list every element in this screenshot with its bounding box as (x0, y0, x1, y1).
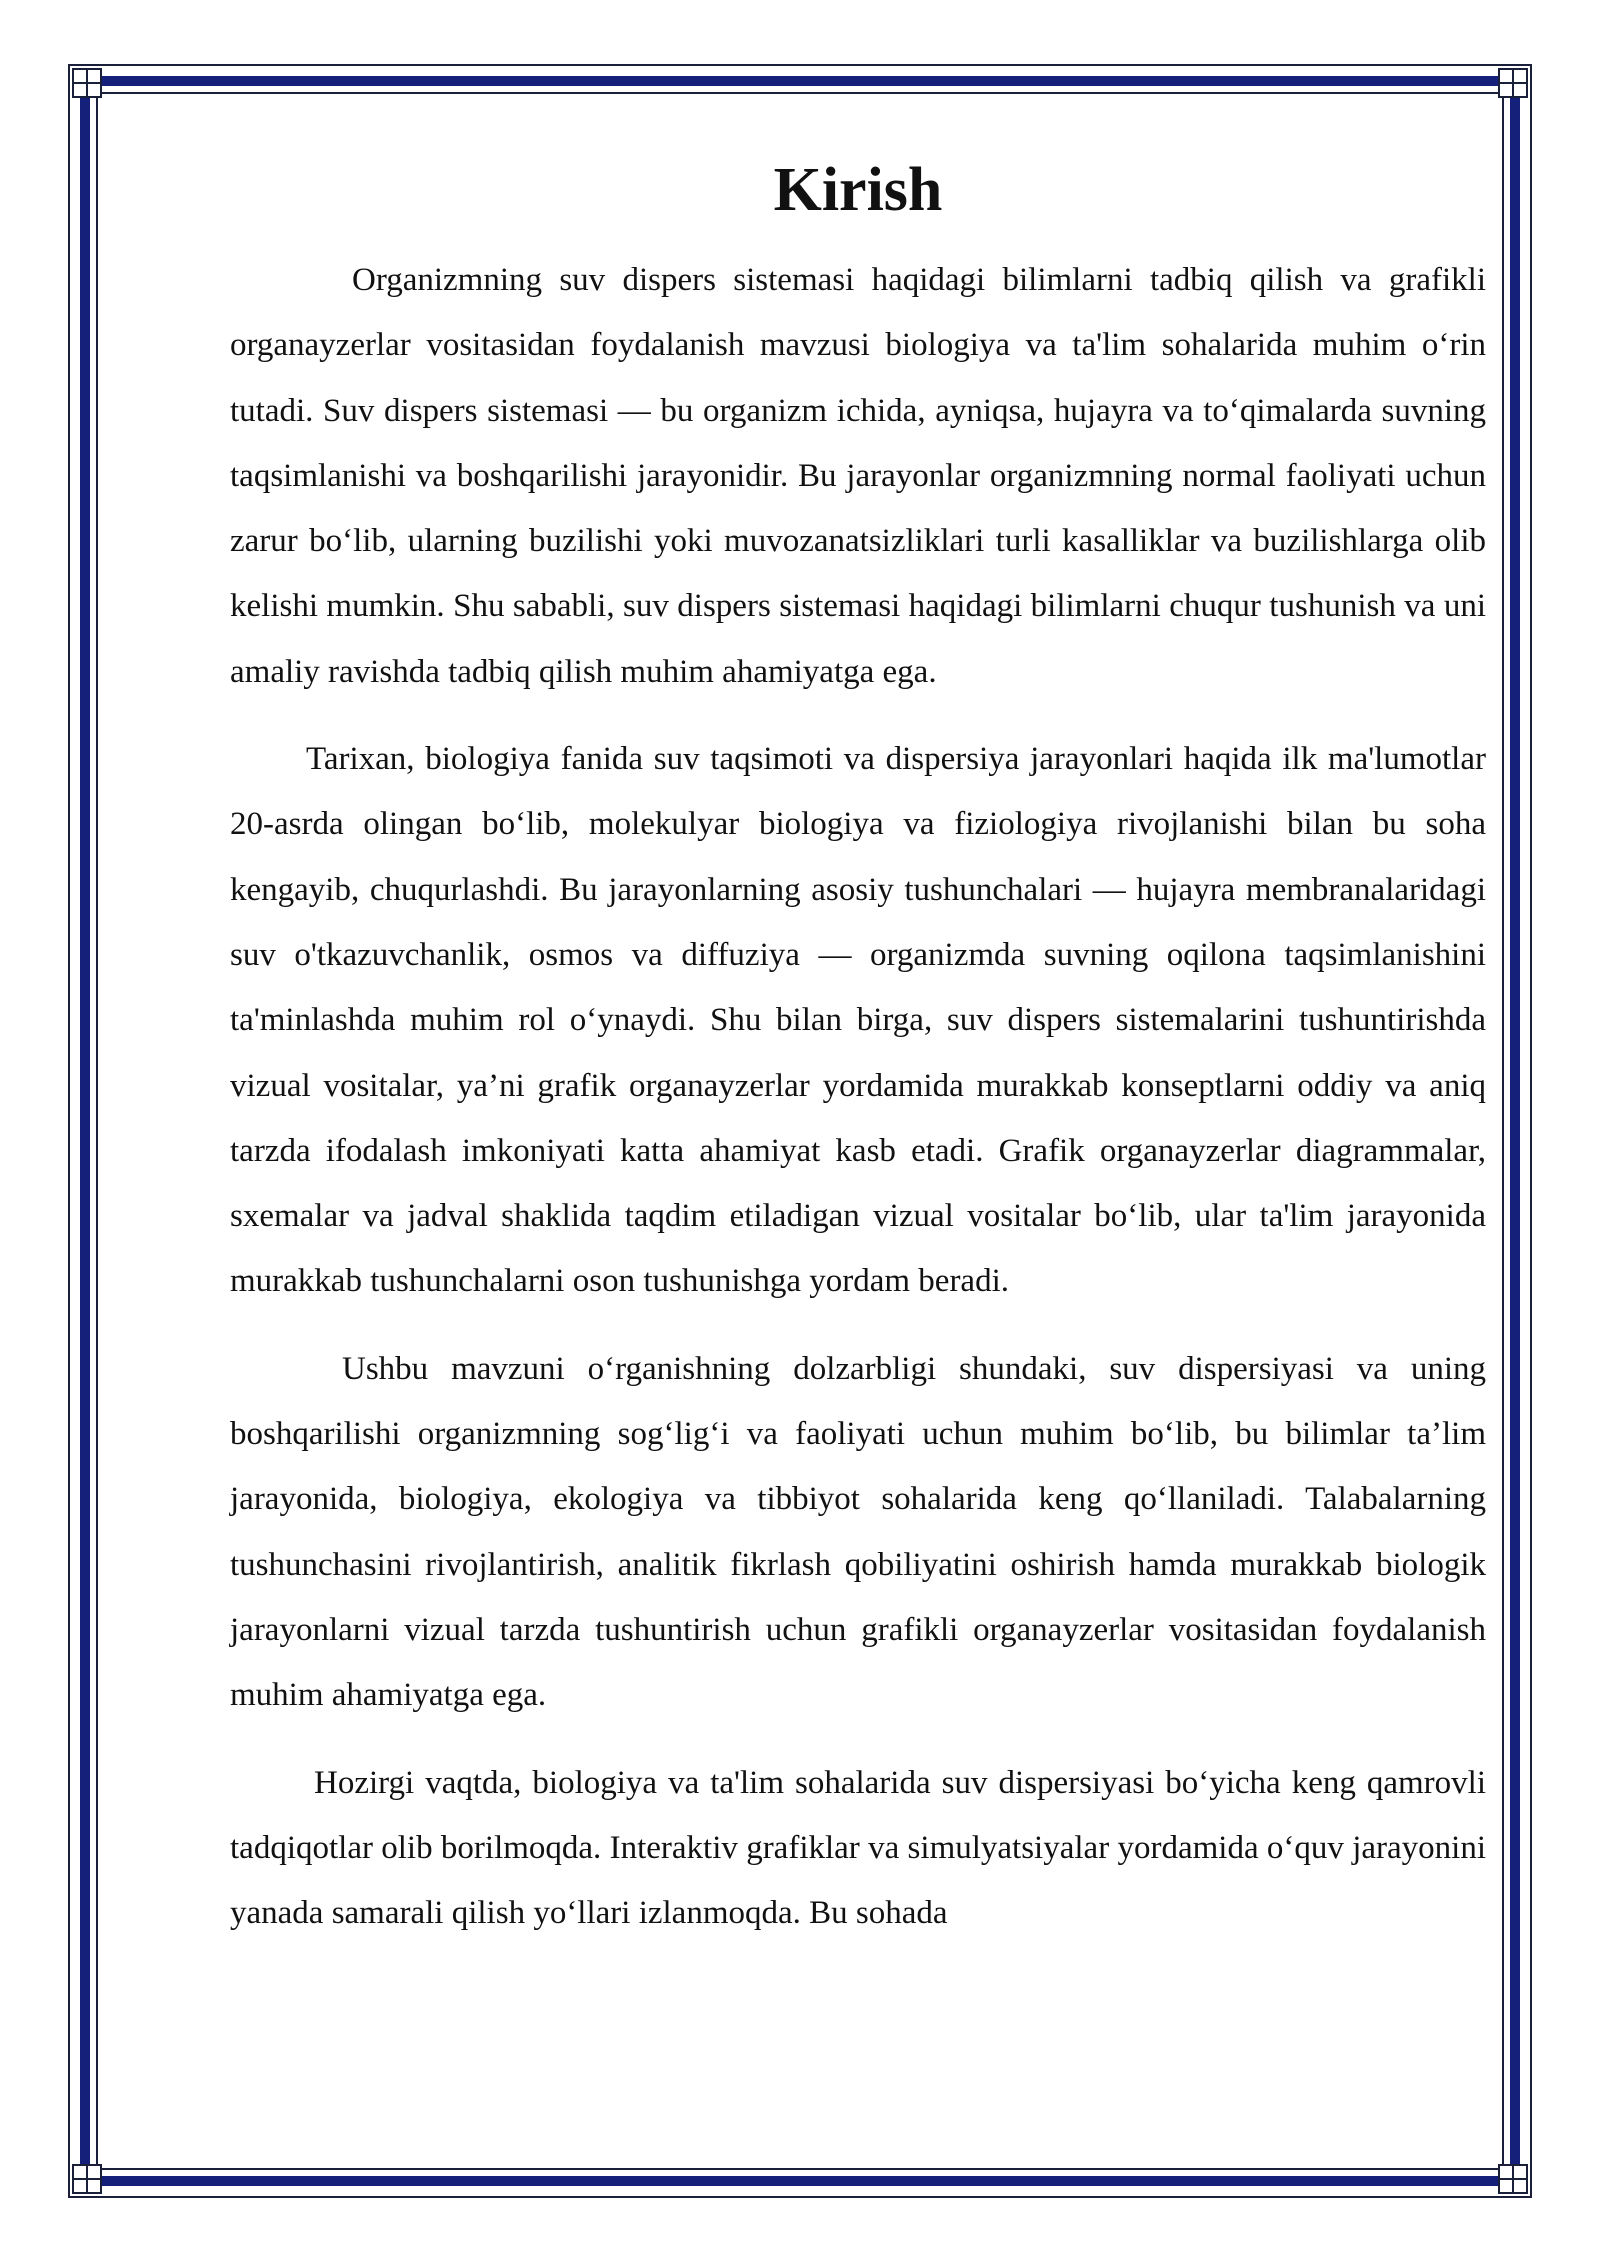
corner-ornament-top-left (72, 68, 102, 98)
paragraph: Organizmning suv dispers sistemasi haqidagi bilimlarni tadbiq qilish va grafikli organayzerlar vositasidan foydalanish mavzusi biologiya va ta'lim sohalarida muhim o‘rin tutadi. Suv dispers sistemasi — bu organizm ichida, ayniqsa, hujayra va to‘qimalarda suvning taqsimlanishi va boshqarilishi jarayonidir. Bu jarayonlar organizmning normal faoliyati uchun zarur bo‘lib, ularning buzilishi yoki muvozanatsizliklari turli kasalliklar va buzilishlarga olib kelishi mumkin. Shu sababli, suv dispers sistemasi haqidagi bilimlarni chuqur tushunish va uni amaliy ravishda tadbiq qilish muhim ahamiyatga ega. (230, 262, 1486, 690)
paragraph: Ushbu mavzuni o‘rganishning dolzarbligi shundaki, suv dispersiyasi va uning boshqarilishi organizmning sog‘lig‘i va faoliyati uchun muhim bo‘lib, bu bilimlar ta’lim jarayonida, biologiya, ekologiya va tibbiyot sohalarida keng qo‘llaniladi. Talabalarning tushunchasini rivojlantirish, analitik fikrlash qobiliyatini oshirish hamda murakkab biologik jarayonlarni vizual tarzda tushuntirish uchun grafikli organayzerlar vositasidan foydalanish muhim ahamiyatga ega. (230, 1350, 1486, 1714)
paragraph: Tarixan, biologiya fanida suv taqsimoti va dispersiya jarayonlari haqida ilk ma'lumotlar 20-asrda olingan bo‘lib, molekulyar biologiya va fiziologiya rivojlanishi bilan bu soha kengayib, chuqurlashdi. Bu jarayonlarning asosiy tushunchalari — hujayra membranalaridagi suv o'tkazuvchanlik, osmos va diffuziya — organizmda suvning oqilona taqsimlanishini ta'minlashda muhim rol o‘ynaydi. Shu bilan birga, suv dispers sistemalarini tushuntirishda vizual vositalar, ya’ni grafik organayzerlar yordamida murakkab konseptlarni oddiy va aniq tarzda ifodalash imkoniyati katta ahamiyat kasb etadi. Grafik organayzerlar diagrammalar, sxemalar va jadval shaklida taqdim etiladigan vizual vositalar bo‘lib, ular ta'lim jarayonida murakkab tushunchalarni oson tushunishga yordam beradi. (230, 741, 1486, 1300)
page-title: Kirish (773, 156, 943, 224)
corner-ornament-bottom-left (72, 2164, 102, 2194)
paragraph: Hozirgi vaqtda, biologiya va ta'lim sohalarida suv dispersiyasi bo‘yicha keng qamrovli tadqiqotlar olib borilmoqda. Interaktiv grafiklar va simulyatsiyalar yordamida o‘quv jarayonini yanada samarali qilish yo‘llari izlanmoqda. Bu sohada (230, 1764, 1486, 1932)
document-body (230, 150, 1486, 1968)
corner-ornament-bottom-right (1498, 2164, 1528, 2194)
corner-ornament-top-right (1498, 68, 1528, 98)
